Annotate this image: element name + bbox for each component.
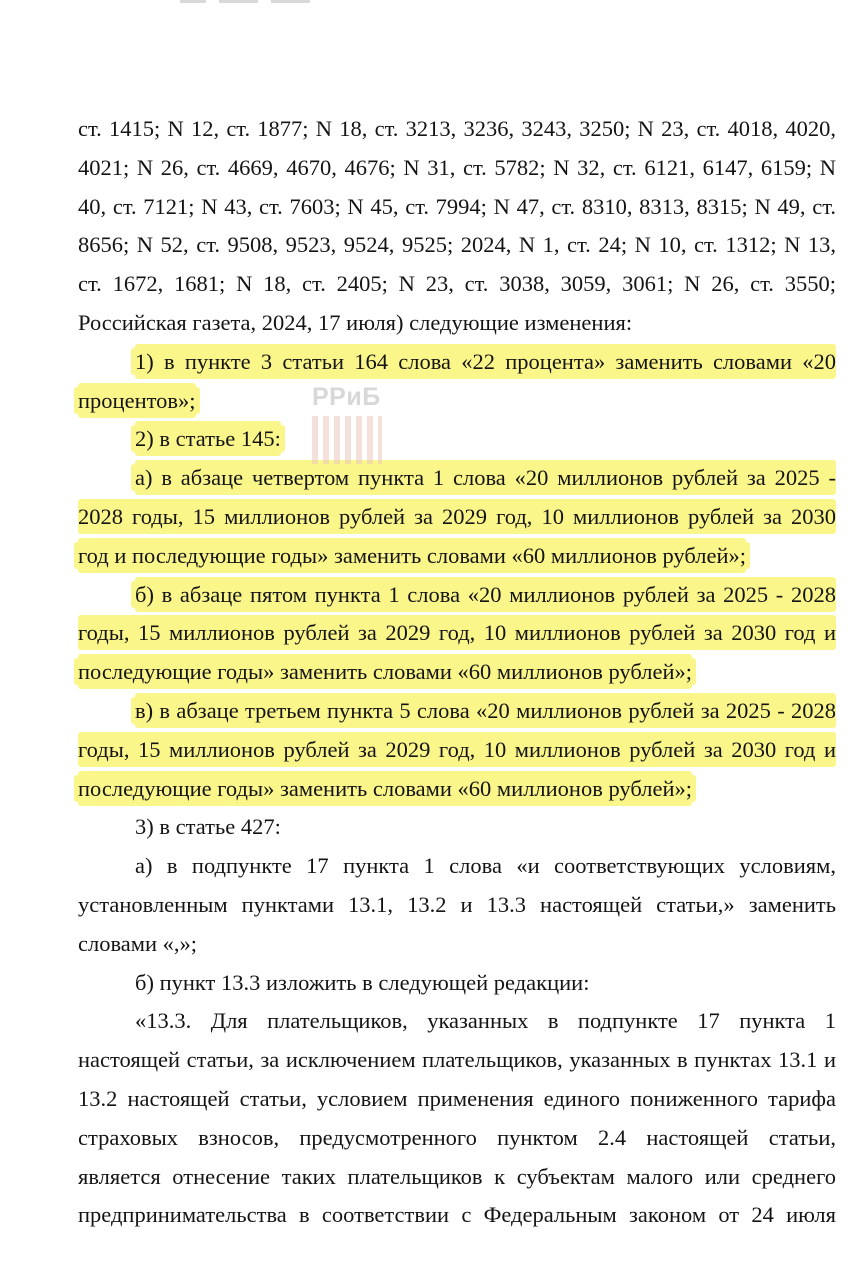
text-line: 8656; N 52, ст. 9508, 9523, 9524, 9525; 2024, N 1, ст. 24; N 10, ст. 1312; N 13, [78,232,836,258]
highlighted-line: 2) в статье 145: [135,426,281,452]
text-line: 40, ст. 7121; N 43, ст. 7603; N 45, ст. 7994; N 47, ст. 8310, 8313, 8315; N 49, ст. [78,193,836,219]
text-line: а) в подпункте 17 пункта 1 слова «и соответствующих условиям, [135,853,836,879]
text-line: 13.2 настоящей статьи, условием применения единого пониженного тарифа [78,1085,836,1111]
highlighted-line: последующие годы» заменить словами «60 миллионов рублей»; [78,775,693,801]
text-line: настоящей статьи, за исключением плательщиков, указанных в пунктах 13.1 и [78,1047,836,1073]
highlighted-line: последующие годы» заменить словами «60 миллионов рублей»; [78,659,693,685]
highlighted-line: а) в абзаце четвертом пункта 1 слова «20 миллионов рублей за 2025 - [135,465,836,491]
document-body [78,110,836,1235]
watermark-text: РРиБ [312,383,381,411]
highlighted-line: год и последующие годы» заменить словами «60 миллионов рублей»; [78,542,747,568]
highlighted-line: процентов»; [78,387,196,413]
text-line: словами «,»; [78,930,198,956]
text-line: «13.3. Для плательщиков, указанных в подпункте 17 пункта 1 [135,1008,836,1034]
text-line: страховых взносов, предусмотренного пунктом 2.4 настоящей статьи, [78,1124,836,1150]
text-line: предпринимательства в соответствии с Федеральным законом от 24 июля [78,1202,836,1228]
highlighted-line: 2028 годы, 15 миллионов рублей за 2029 год, 10 миллионов рублей за 2030 [78,503,836,529]
scan-edge-marks [180,0,310,3]
text-line: 3) в статье 427: [135,814,281,840]
text-line: ст. 1672, 1681; N 18, ст. 2405; N 23, ст. 3038, 3059, 3061; N 26, ст. 3550; [78,271,836,297]
text-line: Российская газета, 2024, 17 июля) следующие изменения: [78,309,633,335]
highlighted-line: годы, 15 миллионов рублей за 2029 год, 10 миллионов рублей за 2030 год и [78,736,836,762]
text-line: является отнесение таких плательщиков к субъектам малого или среднего [78,1163,836,1189]
text-line: 4021; N 26, ст. 4669, 4670, 4676; N 31, ст. 5782; N 32, ст. 6121, 6147, 6159; N [78,154,836,180]
highlighted-line: б) в абзаце пятом пункта 1 слова «20 миллионов рублей за 2025 - 2028 [135,581,836,607]
highlighted-line: 1) в пункте 3 статьи 164 слова «22 процента» заменить словами «20 [135,348,836,374]
text-line: установленным пунктами 13.1, 13.2 и 13.3 настоящей статьи,» заменить [78,891,836,917]
highlighted-line: годы, 15 миллионов рублей за 2029 год, 10 миллионов рублей за 2030 год и [78,620,836,646]
text-line: ст. 1415; N 12, ст. 1877; N 18, ст. 3213, 3236, 3243, 3250; N 23, ст. 4018, 4020, [78,116,836,141]
text-line: б) пункт 13.3 изложить в следующей редакции: [135,969,590,995]
highlighted-line: в) в абзаце третьем пункта 5 слова «20 миллионов рублей за 2025 - 2028 [135,697,836,723]
